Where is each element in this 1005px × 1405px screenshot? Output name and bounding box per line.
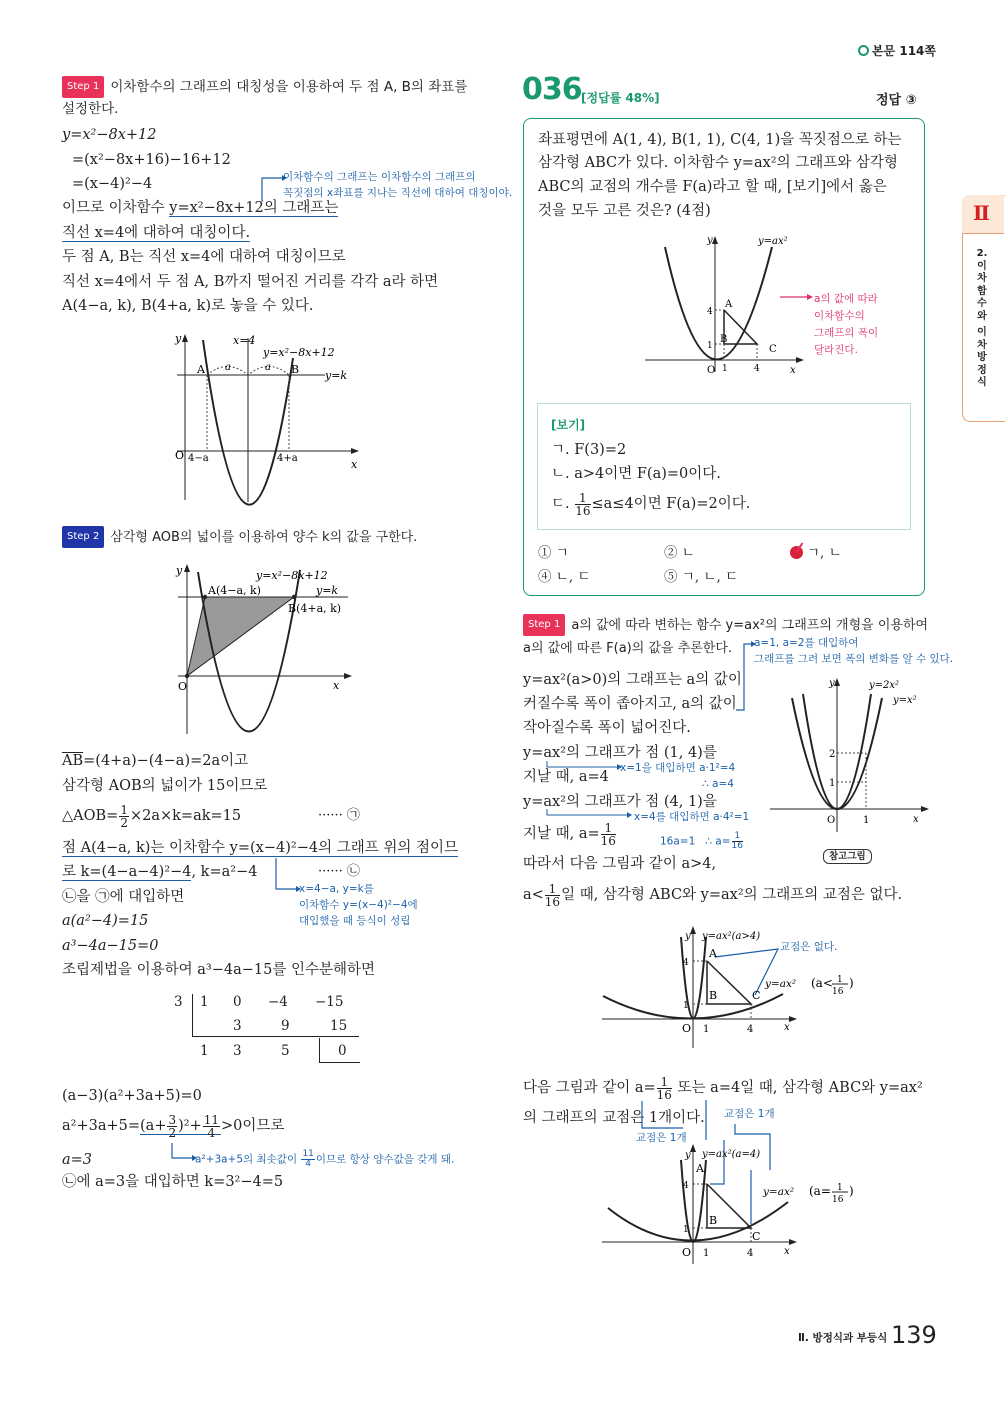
synth-divisor: 3 [174,994,183,1010]
g1-A: A [197,363,205,376]
s2-l5b: , k=a²−4 [191,864,258,880]
g4-tick-4: 4 [683,1181,689,1191]
right-p3: 작아질수록 폭이 넓어진다. [523,720,691,736]
correct-rate: [정답률 48%] [581,91,660,105]
choice-3[interactable] [790,543,842,563]
tab-char: 정 [977,364,987,376]
right-p9 [523,881,902,909]
step2-title: 삼각형 AOB의 넓이를 이용하여 양수 k의 값을 구한다. [110,530,418,545]
tab-char: 방 [977,352,987,363]
g4-c2c: ) [849,1184,854,1198]
tab-char: 2. [976,248,988,259]
right-note3-b [660,832,744,851]
right-note3-frac [732,832,743,851]
graph-problem [645,232,805,377]
right-note2-a: x=1을 대입하면 a·1²=4 [620,762,736,774]
note3-a: a²+3a+5의 최솟값이 [195,1153,301,1166]
right-p1: y=ax²(a>0)의 그래프는 a의 값이 [523,672,742,688]
frac-num: 1 [545,883,560,896]
right-p10b: 또는 a=4일 때, 삼각형 ABC와 y=ax² [672,1080,923,1096]
problem-note-l2: 이차함수의 [814,310,865,322]
g1-a1: a [225,362,231,373]
line8: A(4−a, k), B(4+a, k)로 놓을 수 있다. [62,298,314,314]
right-p10 [523,1074,923,1102]
g1-yk: y=k [325,369,348,382]
s2-l4-text: 점 A(4−a, k)는 이차함수 y=(x−4)²−4의 그래프 위의 점이므 [62,840,458,856]
g3-c2: y=ax² [765,978,797,990]
s2-l11d: >0이므로 [221,1118,285,1134]
gp-tick-1y: 1 [707,341,713,351]
bogi-item-2: ㄴ. a>4이면 F(a)=0이다. [551,466,721,482]
g3-origin: O [682,1022,692,1035]
synth-r2-0: 3 [233,1018,242,1034]
check-mark-icon [790,546,803,559]
choice-4[interactable]: ④ ㄴ, ㄷ [538,569,591,585]
note3 [195,1150,454,1169]
synth-r3-0: 1 [200,1043,209,1059]
g1-y-label: y [175,332,182,345]
gr-c1: y=2x² [869,680,900,691]
problem-text-l1: 좌표평면에 A(1, 4), B(1, 1), C(4, 1)을 꼭짓점으로 하는 [538,132,902,148]
tab-char: 식 [977,377,987,388]
note1-l1: 이차함수의 그래프는 이차함수의 그래프의 [283,171,476,183]
g4-c2-num: 1 [837,1183,843,1193]
right-p9a: a< [523,887,544,903]
s2-l1-rest: =(4+a)−(4−a)=2a이고 [83,753,249,769]
s2-l11c: )²+ [178,1118,202,1134]
bogi3-b: ≤a≤4이면 F(a)=2이다. [591,496,751,512]
g4-origin: O [682,1246,692,1259]
right-step1-title-l2: a의 값에 따른 F(a)의 값을 추론한다. [523,641,733,656]
gp-tick-4: 4 [707,307,713,317]
step1-heading [62,76,467,98]
right-p10a: 다음 그림과 같이 a= [523,1080,656,1096]
g4-y-label: y [685,1150,691,1161]
gp-y-label: y [707,235,713,246]
page-reference [858,42,936,59]
g1-x-label: x [351,458,358,471]
g4-tick-x4: 4 [747,1248,754,1259]
g3-c2b: (a< [811,976,833,990]
synth-r2-2: 15 [330,1018,348,1034]
s2-l9: 조립제법을 이용하여 a³−4a−15를 인수분해하면 [62,962,376,978]
note2-l1: x=4−a, y=k를 [299,883,374,895]
right-p9-frac [545,883,560,908]
gr-y-label: y [829,678,835,689]
g3-c2-num: 1 [837,975,843,985]
g1-xeq: x=4 [233,334,256,347]
tab-char: 차 [977,339,987,351]
g3-tick-1: 1 [683,1001,689,1011]
ref-graph-caption: 참고그림 [823,849,872,864]
synth-r3-2: 5 [281,1043,290,1059]
s2-l12: a=3 [62,1152,93,1168]
frac-num: 11 [302,1149,314,1159]
s2-l11a: a²+3a+5= [62,1118,141,1134]
right-p8: 따라서 다음 그림과 같이 a>4, [523,856,717,872]
g4-x-label: x [784,1246,790,1257]
g2-B: B(4+a, k) [288,602,342,615]
gp-x-label: x [790,365,796,376]
line5 [62,223,250,243]
s2-l1 [62,751,248,771]
eq3: =(x−4)²−4 [72,176,153,192]
footer-section: Ⅱ. 방정식과 부등식 [798,1332,888,1344]
gr-tick-1: 1 [829,778,836,789]
tab-char: 수 [977,298,987,309]
right-note1-l2: 그래프를 그려 보면 폭의 변화를 알 수 있다. [754,653,954,665]
g3-tick-x1: 1 [703,1024,710,1035]
frac-den: 4 [207,1125,216,1140]
problem-text-l2: 삼각형 ABC가 있다. 이차함수 y=ax²의 그래프와 삼각형 [538,155,898,171]
frac-den: 16 [544,894,561,909]
right-note3-arrow [545,808,635,820]
right-step1-title: a의 값에 따라 변하는 함수 y=ax²의 그래프의 개형을 이용하여 [571,618,929,633]
step2-heading [62,526,417,548]
right-note5: 교점은 1개 [636,1132,687,1144]
s2-l8: a³−4a−15=0 [62,938,159,954]
g3-C: C [752,989,761,1002]
gp-tick-4x: 4 [754,364,760,374]
gp-curve: y=ax² [758,236,788,247]
synth-r1-0: 1 [200,994,209,1010]
ab-overline: $\overline{AB}$ [62,753,84,769]
right-p4: y=ax²의 그래프가 점 (1, 4)를 [523,745,717,761]
g3-c2-den: 16 [832,987,844,997]
problem-text-l3: ABC의 교점의 개수를 F(a)라고 할 때, [보기]에서 옳은 [538,179,887,195]
problem-note-l4: 달라진다. [814,344,858,356]
s2-l3a: △AOB= [62,808,119,824]
frac-den: 2 [168,1125,177,1140]
problem-note-l3: 그래프의 폭이 [814,327,879,339]
line7: 직선 x=4에서 두 점 A, B까지 떨어진 거리를 각각 a라 하면 [62,274,439,290]
synth-r3-3: 0 [338,1043,347,1059]
gp-C: C [769,344,777,355]
synth-r1-1: 0 [233,994,242,1010]
line4-b: y=x²−8x+12의 그래프는 [169,200,339,216]
eq1: y=x²−8x+12 [62,127,157,143]
frac-den: 16 [575,503,591,518]
g4-c2-den: 16 [832,1195,844,1205]
right-step1-heading [523,614,928,636]
frac-half [119,804,129,829]
note3-b: 이므로 항상 양수값을 갖게 돼. [315,1153,455,1166]
g1-a2: a [265,362,271,373]
synth-hline [192,1036,359,1037]
synth-vline [192,994,193,1036]
bogi-item-1: ㄱ. F(3)=2 [551,442,627,458]
gp-origin: O [707,365,716,376]
frac-den: 4 [305,1159,312,1169]
right-p6: y=ax²의 그래프가 점 (4, 1)을 [523,794,717,810]
g3-c1: y=ax²(a>4) [702,931,761,942]
g3-tick-x4: 4 [747,1024,754,1035]
synth-r2-1: 9 [281,1018,290,1034]
right-step1-badge: Step 1 [523,614,565,636]
g2-curve: y=x²−8x+12 [256,569,328,582]
line4-a: 이므로 이차함수 [62,200,170,216]
g4-A: A [696,1162,704,1175]
s2-l10: (a−3)(a²+3a+5)=0 [62,1088,202,1104]
right-p10-frac [657,1076,672,1101]
frac-num: 1 [575,492,590,505]
problem-note-l1: a의 값에 따라 [814,293,878,305]
s2-l5-mark: ······ ㉡ [318,864,360,879]
tab-char: 이 [977,260,987,272]
g4-c2: y=ax² [763,1186,795,1198]
s2-l11 [62,1112,284,1140]
gr-c2: y=x² [893,695,917,706]
graph-symmetry [175,330,370,505]
gr-tick-x1: 1 [863,815,870,826]
gp-A: A [725,299,733,310]
g3-x-label: x [784,1022,790,1033]
frac-num: 1 [601,822,616,835]
g3-y-label: y [685,931,691,942]
s2-l3 [62,803,241,829]
g1-origin: O [175,449,185,462]
g1-xr: 4+a [277,453,298,464]
frac-den: 16 [600,833,616,848]
choice-1[interactable]: ① ㄱ [538,545,569,561]
frac-3-2 [167,1114,177,1139]
s2-l7: a(a²−4)=15 [62,913,149,929]
tab-char: 와 [977,310,987,322]
right-p7-frac [601,822,616,847]
eq2: =(x²−8x+16)−16+12 [72,152,231,168]
frac-den: 16 [731,841,743,851]
s2-l2: 삼각형 AOB의 넓이가 15이므로 [62,778,268,794]
g3-c2c: ) [849,976,854,990]
line6: 두 점 A, B는 직선 x=4에 대하여 대칭이므로 [62,249,346,265]
s2-l3b: ×2a×k=ak=15 [129,808,242,824]
note2-l3: 대입했을 때 등식이 성립 [299,915,411,927]
bogi-item-3 [551,490,750,518]
note2-l2: 이차함수 y=(x−4)²−4에 [299,899,418,911]
right-p2: 커질수록 폭이 좁아지고, a의 값이 [523,696,737,712]
choice-2[interactable]: ② ㄴ [664,545,695,561]
g3-tick-4: 4 [683,958,689,968]
right-note2-arrow [545,760,625,772]
tab-char: 함 [977,285,987,297]
right-p7a: 지날 때, a= [523,826,600,842]
right-note3-a: x=4를 대입하면 a·4²=1 [634,811,750,823]
s2-l6: ㉡을 ㉠에 대입하면 [62,889,185,905]
frac-den: 16 [656,1087,672,1102]
side-tab-roman: Ⅱ [973,201,990,225]
tab-char: 이 [977,327,987,338]
answer-label: 정답 ③ [876,93,917,108]
s2-l13: ㉡에 a=3을 대입하면 k=3²−4=5 [62,1174,284,1190]
bogi3-a: ㄷ. [551,496,575,512]
g2-x-label: x [333,679,340,692]
frac-num: 1 [120,802,128,817]
frac-num: 3 [168,1112,177,1127]
line5-text: 직선 x=4에 대하여 대칭이다. [62,225,251,241]
ref-label: 본문 114쪽 [872,44,937,58]
graph-reference [770,672,930,832]
gr-tick-2: 2 [829,749,836,760]
g4-tick-x1: 1 [703,1248,710,1259]
step1-title-l2: 설정한다. [62,101,119,117]
note3-frac [301,1150,314,1169]
problem-number: 036 [522,72,582,107]
page-number: 139 [891,1321,937,1349]
bogi-title: [보기] [551,418,586,432]
problem-text-l4: 것을 모두 고른 것은? (4점) [538,203,711,219]
tab-char: 차 [977,273,987,284]
choice-5[interactable]: ⑤ ㄱ, ㄴ, ㄷ [664,569,739,585]
s2-l5a: 로 k=(4−a−4)²−4 [62,864,192,880]
right-p11: 의 그래프의 교점은 1개이다. [523,1110,705,1126]
g1-B: B [291,363,300,376]
g3-A: A [709,947,717,960]
graph-one-intersection [598,1140,863,1265]
step1-title: 이차함수의 그래프의 대칭성을 이용하여 두 점 A, B의 좌표를 [110,79,468,95]
synth-r1-2: −4 [268,994,288,1010]
g2-yk: y=k [316,584,339,597]
side-tab-text [972,248,992,390]
choice-3-label: ㄱ, ㄴ [807,545,842,561]
frac-11-4 [203,1114,220,1139]
frac-num: 1 [732,832,743,842]
frac-den: 2 [120,815,128,830]
s2-l5 [62,862,257,882]
s2-l3-mark: ······ ㉠ [318,808,360,823]
g4-c2b: (a= [809,1184,831,1198]
g4-tick-1: 1 [683,1225,689,1235]
gr-x-label: x [913,814,919,825]
note2-arrow [272,856,302,896]
g4-c1: y=ax²(a=4) [702,1149,761,1160]
s2-l11b: (a+ [140,1118,167,1134]
problem-note-arrow [780,292,814,302]
circle-icon [858,45,869,56]
bogi3-frac [575,492,590,517]
right-note3-b-text: 16a=1 ∴ a= [660,835,731,848]
right-note2-b: ∴ a=4 [702,778,734,790]
frac-num: 1 [657,1076,672,1089]
step2-badge: Step 2 [62,526,104,548]
s2-l4 [62,838,458,858]
right-note4: 교점은 1개 [724,1108,775,1120]
g3-B: B [709,989,718,1002]
g4-C: C [752,1230,761,1243]
right-p7 [523,820,617,848]
g4-B: B [709,1214,718,1227]
right-note1-l1: a=1, a=2를 대입하여 [754,637,859,649]
g3-note: 교점은 없다. [780,941,838,953]
frac-num: 11 [203,1112,220,1127]
right-p9b: 일 때, 삼각형 ABC와 y=ax²의 그래프의 교점은 없다. [561,887,903,903]
graph-triangle-aob [178,562,358,737]
gp-tick-1x: 1 [722,364,728,374]
g1-xl: 4−a [188,453,209,464]
gp-B: B [720,334,728,345]
gr-origin: O [827,815,836,826]
step1-badge: Step 1 [62,76,104,98]
g1-curve: y=x²−8x+12 [263,346,335,359]
synth-r1-3: −15 [315,994,344,1010]
right-p5: 지날 때, a=4 [523,769,609,785]
s2-l11-underlined [140,1112,221,1140]
note1-l2: 꼭짓점의 x좌표를 지나는 직선에 대하여 대칭이야. [283,187,513,199]
g2-y-label: y [176,564,183,577]
line4 [62,198,338,218]
g2-A: A(4−a, k) [208,584,261,597]
synth-r3-1: 3 [233,1043,242,1059]
note3-arrow [168,1142,198,1164]
g2-origin: O [178,680,188,693]
synthetic-division [170,992,365,1067]
